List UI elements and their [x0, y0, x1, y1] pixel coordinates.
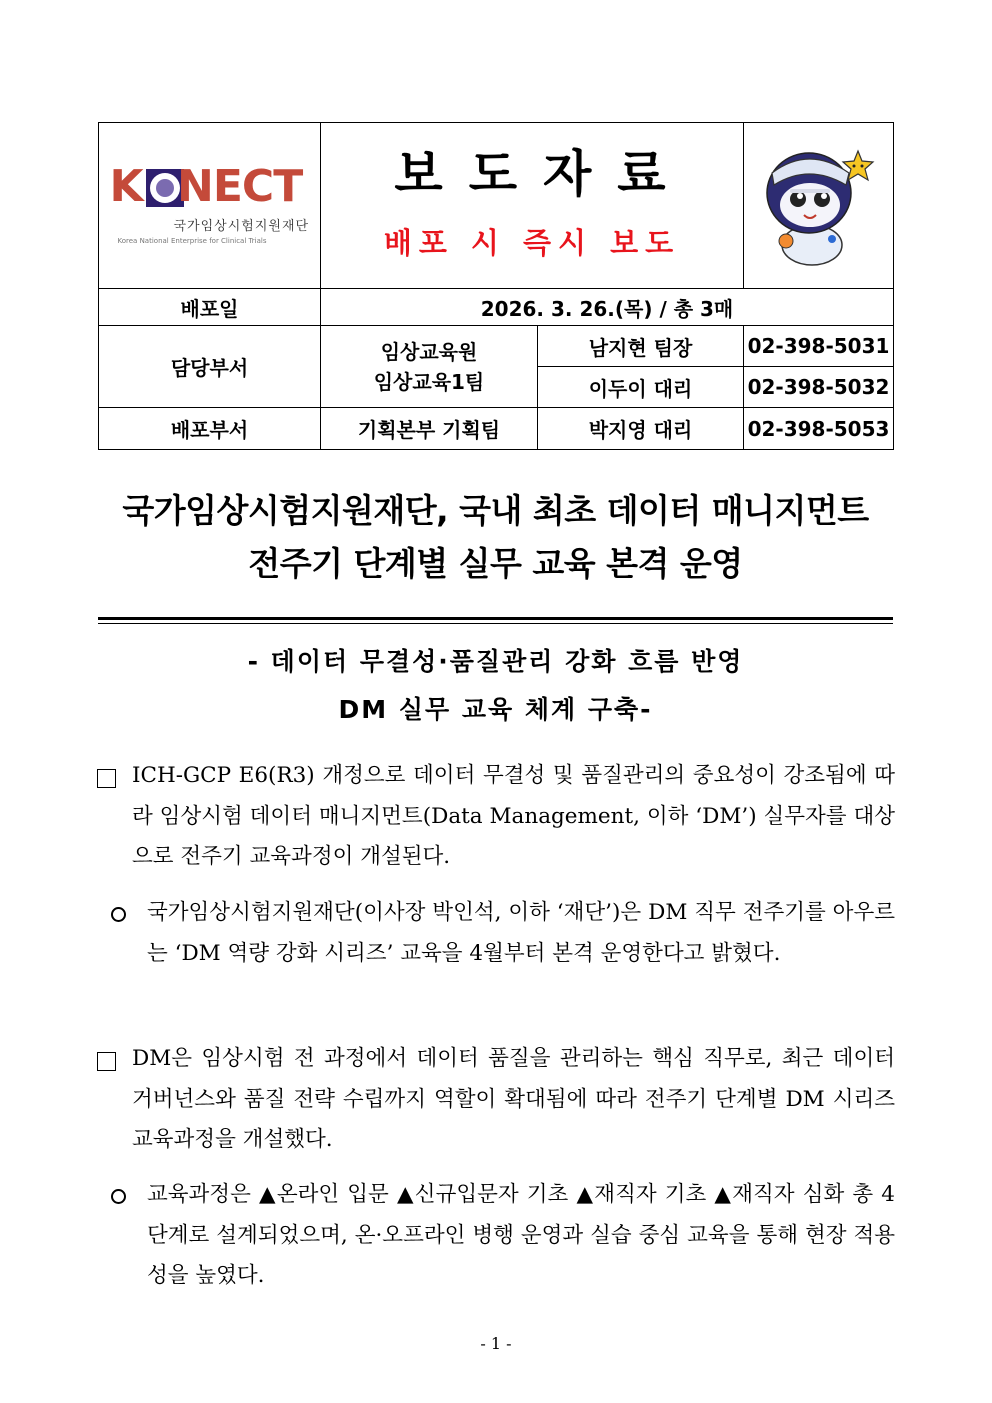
press-release-header-table — [98, 122, 894, 450]
logo-cell — [99, 123, 321, 289]
contact-name: 남지현 팀장 — [538, 326, 744, 367]
divider-thick — [98, 617, 893, 620]
release-notice: 배포 시 즉시 보도 — [383, 226, 681, 260]
subheadline-line1: - 데이터 무결성·품질관리 강화 흐름 반영 — [247, 647, 744, 676]
mascot-cell — [744, 123, 894, 289]
body-paragraph: DM은 임상시험 전 과정에서 데이터 품질을 관리하는 핵심 직무로, 최근 데이터 거버넌스와 품질 전략 수립까지 역할이 확대됨에 따라 전주기 단계별 DM 시리즈 교육과정을 개설했다. — [132, 1046, 895, 1152]
dist-dept-name: 기획본부 기획팀 — [321, 408, 538, 450]
divider-thin — [98, 623, 893, 624]
bullet-box-icon — [97, 769, 116, 788]
contact-phone: 02-398-5031 — [744, 326, 894, 367]
dept-name-line2: 임상교육1팀 — [373, 369, 485, 394]
page-number: - 1 - — [480, 1334, 512, 1353]
body-paragraph: 국가임상시험지원재단(이사장 박인석, 이하 ‘재단’)은 DM 직무 전주기를 아우르는 ‘DM 역량 강화 시리즈’ 교육을 4월부터 본격 운영한다고 밝혔다. — [147, 900, 895, 966]
bullet-circle-icon — [111, 907, 126, 922]
bullet-box-icon — [97, 1052, 116, 1071]
logo-brand-text: K NECT — [109, 160, 303, 212]
headline-line1: 국가임상시험지원재단, 국내 최초 데이터 매니지먼트 — [122, 491, 869, 530]
dept-name-line1: 임상교육원 — [380, 339, 478, 364]
headline — [98, 484, 893, 590]
dist-dept-label: 배포부서 — [99, 408, 321, 450]
body-paragraph: ICH-GCP E6(R3) 개정으로 데이터 무결성 및 품질관리의 중요성이 강조됨에 따라 임상시험 데이터 매니지먼트(Data Management, 이하 ‘DM’) 실무자를 대상으로 전주기 교육과정이 개설된다. — [132, 763, 895, 869]
subheadline-line2: DM 실무 교육 체계 구축- — [338, 695, 653, 724]
logo-english-name: Korea National Enterprise for Clinical Trials — [117, 236, 267, 245]
subheadline — [98, 638, 893, 734]
dept-label: 담당부서 — [99, 326, 321, 408]
konect-logo — [110, 161, 310, 251]
mascot-illustration — [754, 133, 884, 273]
dept-name — [321, 326, 538, 408]
release-date-label: 배포일 — [99, 289, 321, 326]
headline-line2: 전주기 단계별 실무 교육 본격 운영 — [248, 544, 743, 583]
body-paragraph: 교육과정은 ▲온라인 입문 ▲신규입문자 기초 ▲재직자 기초 ▲재직자 심화 총 4단계로 설계되었으며, 온·오프라인 병행 운영과 실습 중심 교육을 통해 현장 적용성을 높였다. — [147, 1182, 895, 1288]
bullet-circle-icon — [111, 1189, 126, 1204]
page-title: 보도자료 — [394, 145, 692, 203]
logo-korean-name: 국가임상시험지원재단 — [173, 218, 310, 234]
contact-name: 이두이 대리 — [538, 367, 744, 408]
contact-phone: 02-398-5032 — [744, 367, 894, 408]
release-date-value: 2026. 3. 26.(목) / 총 3매 — [321, 289, 894, 326]
dist-contact-phone: 02-398-5053 — [744, 408, 894, 450]
dist-contact-name: 박지영 대리 — [538, 408, 744, 450]
title-cell — [321, 123, 744, 289]
